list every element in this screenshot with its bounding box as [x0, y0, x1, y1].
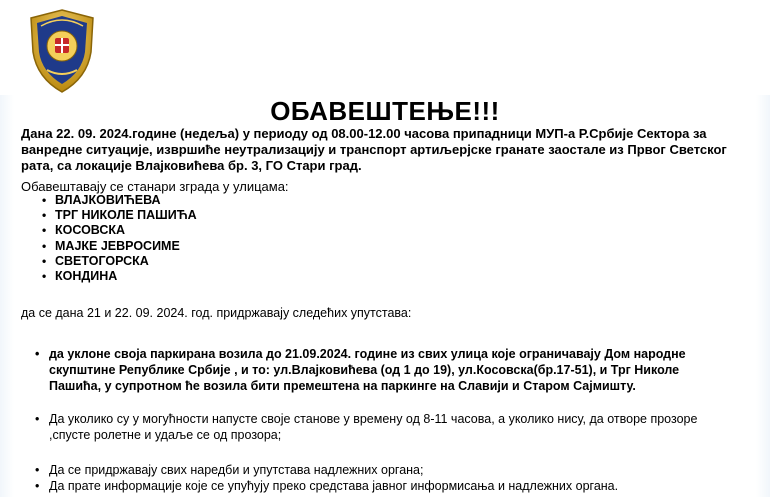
police-badge-logo [27, 8, 97, 94]
streets-list [42, 193, 197, 284]
instruction-text: Да се придржавају свих наредби и упутстава надлежних органа; [49, 463, 424, 477]
instruction-item [35, 411, 733, 443]
page-edge-right [756, 95, 770, 497]
page-edge-left [0, 95, 14, 497]
street-item: • КОНДИНА [42, 269, 197, 284]
instruction-item [35, 478, 733, 494]
notice-title: ОБАВЕШТЕЊЕ!!! [270, 96, 500, 126]
instruction-text: Да прате информације које се упућују преко средстава јавног информисања и надлежних органа. [49, 479, 619, 493]
bullet-icon: • [35, 479, 40, 493]
street-item: • СВЕТОГОРСКА [42, 254, 197, 269]
street-item: • ТРГ НИКОЛЕ ПАШИЋА [42, 208, 197, 223]
residents-lead: Обавештавају се станари зграда у улицама: [21, 179, 289, 194]
instruction-text: Да уколико су у могућности напусте своје станове у времену од 8-11 часова, а уколико нису, да отворе прозоре ,спусте ролетне и удаље се од прозора; [49, 412, 698, 442]
street-item: • КОСОВСКА [42, 223, 197, 238]
instruction-item [35, 346, 733, 394]
bullet-icon: • [35, 412, 40, 426]
street-item: • МАЈКЕ ЈЕВРОСИМЕ [42, 239, 197, 254]
instructions-lead: да се дана 21 и 22. 09. 2024. год. придржавају следећих упутстава: [21, 306, 412, 320]
instruction-text: да уклоне своја паркирана возила до 21.09.2024. године из свих улица које ограничавају Дом народне скупштине Републике Србије , и то: ул.Влајковићева (од 1 до 19), ул.Косовска(бр.17-51), и Трг Николе Пашића, у супротном ће возила бити премештена на паркинге на Славији и Старом Сајмишту. [49, 347, 686, 393]
notice-intro: Дана 22. 09. 2024.године (недеља) у периоду од 08.00-12.00 часова припадници МУП-а Р.Србије Сектора за ванредне ситуације, извршиће неутрализацију и транспорт артиљерјске гранате заостале из Првог Светског рата, са локације Влајковићева бр. 3, ГО Стари град. [21, 126, 727, 173]
instruction-item [35, 462, 733, 478]
bullet-icon: • [35, 347, 40, 361]
bullet-icon: • [35, 463, 40, 477]
street-item: • ВЛАЈКОВИЋЕВА [42, 193, 197, 208]
